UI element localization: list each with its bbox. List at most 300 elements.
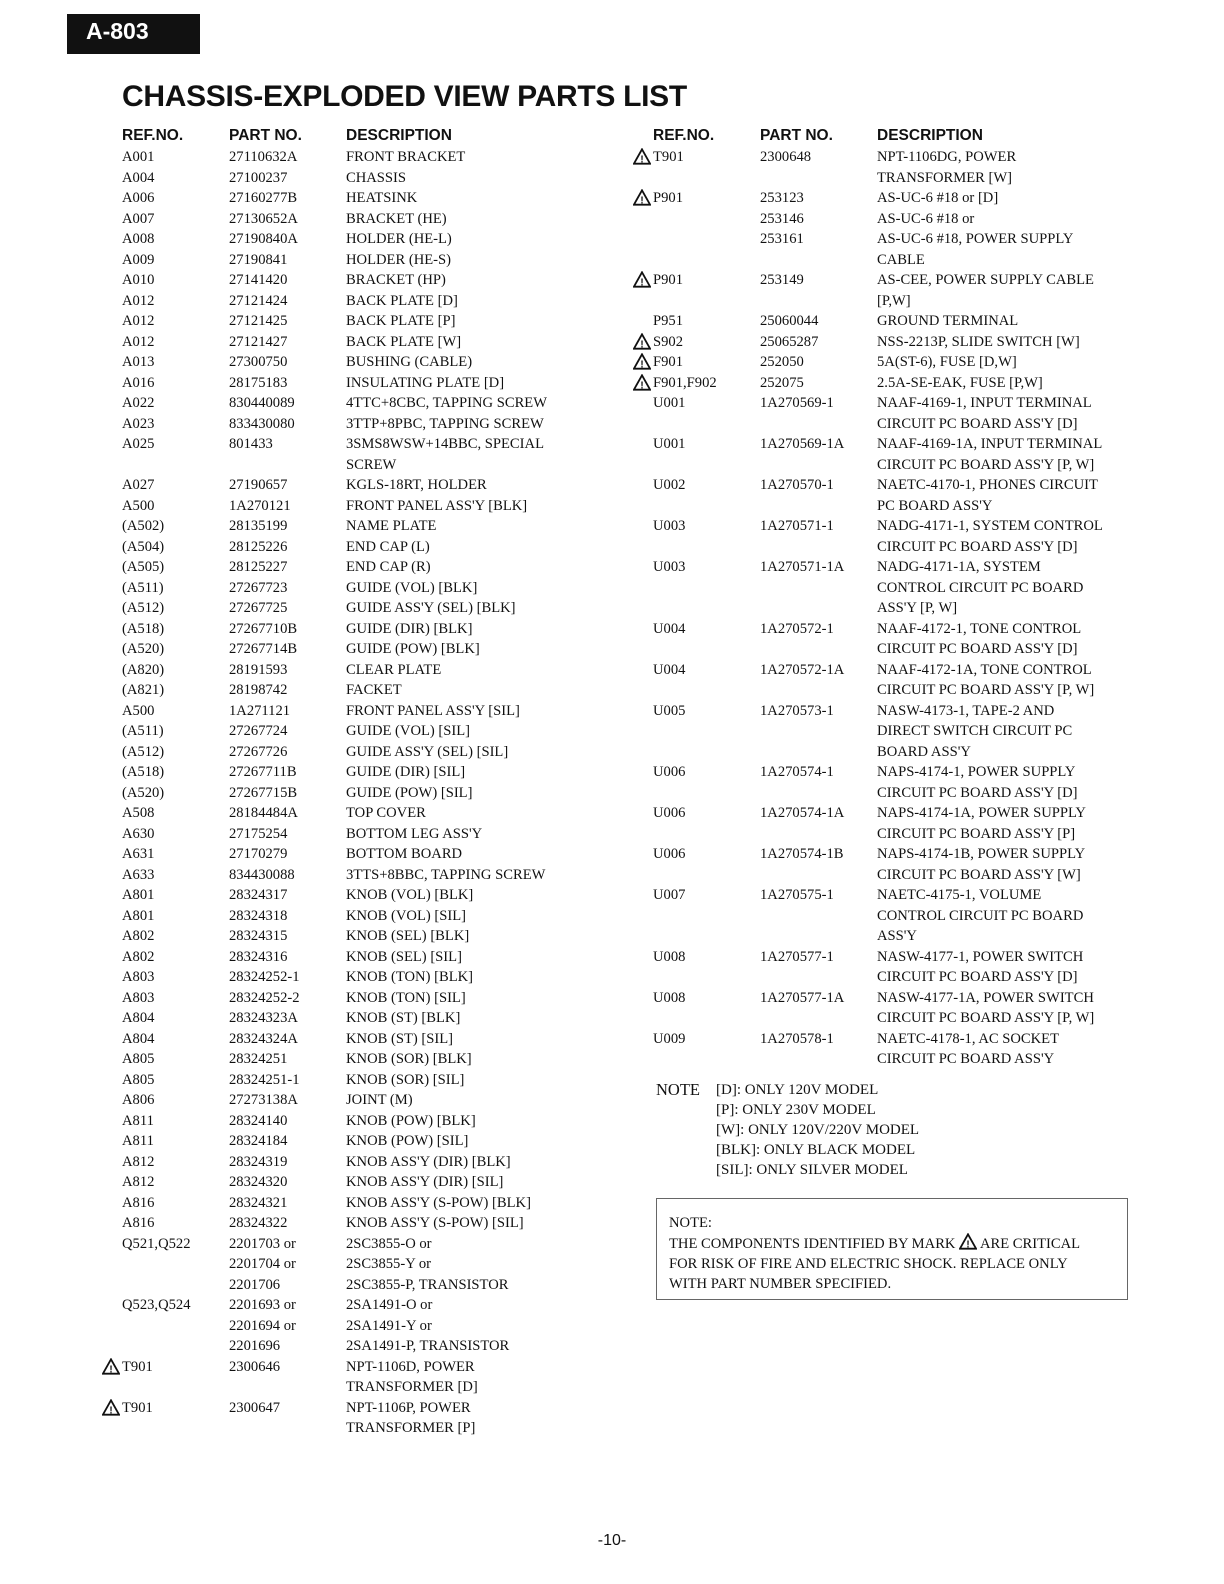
description bbox=[877, 311, 1113, 332]
ref-no: A001 bbox=[122, 149, 155, 165]
ref-no: A022 bbox=[122, 395, 155, 411]
part-no: 27300750 bbox=[229, 354, 288, 370]
part-no: 28324323A bbox=[229, 1010, 298, 1026]
table-row bbox=[122, 496, 582, 517]
description-line: HOLDER (HE-S) bbox=[346, 251, 451, 268]
ref-no: Q521,Q522 bbox=[122, 1235, 191, 1252]
ref-no: ! P901 bbox=[653, 270, 760, 311]
table-row bbox=[640, 332, 1113, 353]
table-row bbox=[122, 270, 582, 291]
description bbox=[877, 188, 1113, 209]
part-no: 27170279 bbox=[229, 846, 288, 862]
description bbox=[346, 557, 582, 578]
description-line: ASS'Y bbox=[877, 928, 917, 944]
description-line: [P,W] bbox=[877, 292, 911, 309]
description bbox=[346, 516, 582, 537]
description bbox=[346, 1336, 582, 1357]
part-no: 252050 bbox=[760, 354, 804, 370]
description-line: NAAF-4169-1A, INPUT TERMINAL bbox=[877, 436, 1103, 452]
description-line: CONTROL CIRCUIT PC BOARD bbox=[877, 579, 1084, 596]
table-row bbox=[109, 1398, 582, 1439]
svg-text:!: ! bbox=[640, 277, 644, 288]
description bbox=[877, 393, 1113, 434]
description-line: TOP COVER bbox=[346, 805, 426, 821]
description bbox=[346, 660, 582, 681]
table-row bbox=[122, 639, 582, 660]
part-no: 28324252-2 bbox=[229, 989, 300, 1006]
table-row bbox=[653, 209, 1113, 230]
table-row bbox=[122, 537, 582, 558]
description-line: BACK PLATE [W] bbox=[346, 333, 462, 350]
description-line: 2.5A-SE-EAK, FUSE [P,W] bbox=[877, 374, 1043, 391]
description-line: CIRCUIT PC BOARD ASS'Y [P, W] bbox=[877, 1010, 1095, 1026]
ref-no: A023 bbox=[122, 415, 155, 432]
description bbox=[346, 393, 582, 414]
part-no: 1A270571-1 bbox=[760, 518, 834, 534]
part-no: 1A270569-1 bbox=[760, 395, 834, 411]
table-row bbox=[653, 311, 1113, 332]
description bbox=[346, 1172, 582, 1193]
description-line: 2SA1491-P, TRANSISTOR bbox=[346, 1338, 510, 1354]
description-line: KNOB ASS'Y (S-POW) [BLK] bbox=[346, 1194, 531, 1211]
description-line: BOTTOM BOARD bbox=[346, 846, 463, 862]
description bbox=[346, 1316, 582, 1337]
ref-no: Q523,Q524 bbox=[122, 1297, 191, 1313]
description-line: NAETC-4178-1, AC SOCKET bbox=[877, 1030, 1060, 1047]
description-line: FRONT BRACKET bbox=[346, 149, 466, 165]
part-no: 28324251-1 bbox=[229, 1071, 300, 1088]
ref-no: (A511) bbox=[122, 723, 164, 739]
description-line: PC BOARD ASS'Y bbox=[877, 497, 993, 514]
part-no: 1A271121 bbox=[229, 702, 291, 719]
ref-no bbox=[653, 209, 760, 230]
description bbox=[346, 250, 582, 271]
description bbox=[346, 967, 582, 988]
description bbox=[346, 578, 582, 599]
ref-no: (A520) bbox=[122, 641, 165, 657]
ref-no bbox=[122, 1254, 229, 1275]
table-row bbox=[122, 1172, 582, 1193]
description bbox=[346, 1193, 582, 1214]
ref-no: U008 bbox=[653, 989, 686, 1006]
ref-no: U004 bbox=[653, 661, 686, 678]
description-line: KNOB (SOR) [SIL] bbox=[346, 1071, 465, 1088]
part-no: 252075 bbox=[760, 374, 804, 391]
table-row bbox=[122, 1049, 582, 1070]
table-row bbox=[653, 434, 1113, 475]
ref-no: A805 bbox=[122, 1071, 155, 1088]
description bbox=[877, 475, 1113, 516]
table-row bbox=[653, 988, 1113, 1029]
description-line: NASW-4177-1, POWER SWITCH bbox=[877, 948, 1084, 965]
description bbox=[346, 332, 582, 353]
description-line: KNOB (SOR) [BLK] bbox=[346, 1051, 472, 1067]
warning-note-line1-end: ARE CRITICAL bbox=[979, 1236, 1081, 1252]
part-no: 1A270569-1A bbox=[760, 436, 845, 452]
description bbox=[346, 762, 582, 783]
warning-note-line3: WITH PART NUMBER SPECIFIED. bbox=[669, 1276, 892, 1292]
table-row bbox=[653, 947, 1113, 988]
description-line: BOTTOM LEG ASS'Y bbox=[346, 825, 483, 842]
part-no: 1A270574-1 bbox=[760, 764, 834, 780]
warning-triangle-icon bbox=[959, 1233, 977, 1250]
table-row bbox=[122, 844, 582, 865]
description-line: KNOB ASS'Y (DIR) [BLK] bbox=[346, 1153, 511, 1170]
part-no: 1A270577-1 bbox=[760, 948, 834, 965]
ref-no: A805 bbox=[122, 1051, 155, 1067]
part-no: 27267714B bbox=[229, 641, 298, 657]
table-row bbox=[653, 516, 1113, 557]
ref-no: A007 bbox=[122, 210, 155, 227]
part-no: 28324184 bbox=[229, 1133, 288, 1149]
part-no: 253161 bbox=[760, 231, 804, 247]
description-line: CIRCUIT PC BOARD ASS'Y bbox=[877, 1051, 1055, 1067]
description bbox=[877, 557, 1113, 619]
description bbox=[346, 147, 582, 168]
ref-no bbox=[122, 1275, 229, 1296]
description-line: KNOB (SEL) [SIL] bbox=[346, 948, 462, 965]
warning-triangle-icon bbox=[102, 1358, 120, 1375]
table-row bbox=[122, 988, 582, 1009]
page-number: -10- bbox=[597, 1532, 627, 1549]
part-no: 1A270577-1A bbox=[760, 989, 845, 1006]
description bbox=[877, 209, 1113, 230]
description-line: NADG-4171-1, SYSTEM CONTROL bbox=[877, 518, 1103, 534]
table-row bbox=[122, 619, 582, 640]
part-no: 27121424 bbox=[229, 292, 288, 309]
description-line: GUIDE (VOL) [BLK] bbox=[346, 579, 478, 596]
table-row bbox=[122, 168, 582, 189]
part-no: 27141420 bbox=[229, 272, 288, 288]
table-row bbox=[122, 660, 582, 681]
ref-no: ! T901 bbox=[122, 1357, 229, 1398]
table-row bbox=[653, 885, 1113, 947]
description-line: NASW-4173-1, TAPE-2 AND bbox=[877, 702, 1055, 719]
description bbox=[346, 926, 582, 947]
part-no: 28198742 bbox=[229, 682, 288, 698]
warning-triangle-icon bbox=[102, 1399, 120, 1416]
part-no: 1A270571-1A bbox=[760, 559, 845, 575]
table-row bbox=[122, 906, 582, 927]
ref-no: A804 bbox=[122, 1030, 155, 1047]
table-row bbox=[122, 680, 582, 701]
part-no: 27110632A bbox=[229, 149, 298, 165]
description-line: SCREW bbox=[346, 456, 397, 473]
right-header-ref: REF.NO. bbox=[653, 127, 715, 144]
ref-no: U001 bbox=[653, 436, 686, 452]
ref-no: A802 bbox=[122, 928, 155, 944]
ref-no: A803 bbox=[122, 969, 155, 985]
note-item: [BLK]: ONLY BLACK MODEL bbox=[716, 1142, 916, 1158]
part-no: 28324316 bbox=[229, 948, 288, 965]
part-no: 25065287 bbox=[760, 333, 819, 350]
ref-no: A806 bbox=[122, 1092, 155, 1108]
description-line: GUIDE (VOL) [SIL] bbox=[346, 723, 471, 739]
warning-note-line1 bbox=[669, 1233, 1115, 1254]
description bbox=[877, 803, 1113, 844]
description bbox=[877, 270, 1113, 311]
description-line: FACKET bbox=[346, 682, 402, 698]
part-no: 27267711B bbox=[229, 764, 297, 780]
description bbox=[346, 1049, 582, 1070]
ref-no: (A504) bbox=[122, 538, 165, 555]
ref-no: A006 bbox=[122, 190, 155, 206]
table-row bbox=[122, 373, 582, 394]
ref-no: A816 bbox=[122, 1215, 155, 1231]
note-item: [P]: ONLY 230V MODEL bbox=[716, 1102, 876, 1118]
table-row bbox=[653, 660, 1113, 701]
table-row bbox=[122, 1275, 582, 1296]
ref-no: ! T901 bbox=[122, 1398, 229, 1439]
table-row bbox=[653, 475, 1113, 516]
warning-note-label: NOTE: bbox=[669, 1215, 712, 1231]
table-row bbox=[122, 250, 582, 271]
ref-no: A012 bbox=[122, 313, 155, 329]
part-no: 253146 bbox=[760, 210, 804, 227]
table-row bbox=[640, 352, 1113, 373]
table-row bbox=[653, 229, 1113, 270]
part-no: 27190657 bbox=[229, 477, 288, 493]
table-row bbox=[122, 783, 582, 804]
description-line: KNOB ASS'Y (DIR) [SIL] bbox=[346, 1174, 504, 1190]
description bbox=[346, 721, 582, 742]
svg-text:!: ! bbox=[109, 1363, 113, 1375]
description-line: 2SA1491-Y or bbox=[346, 1317, 432, 1334]
description-line: CIRCUIT PC BOARD ASS'Y [D] bbox=[877, 784, 1078, 801]
table-row bbox=[122, 803, 582, 824]
part-no: 28125226 bbox=[229, 538, 288, 555]
ref-no: ! P901 bbox=[653, 188, 760, 209]
part-no: 830440089 bbox=[229, 395, 295, 411]
description-line: GUIDE (DIR) [SIL] bbox=[346, 764, 466, 780]
table-row bbox=[122, 824, 582, 845]
ref-no: (A505) bbox=[122, 559, 165, 575]
part-no: 2201694 or bbox=[229, 1317, 296, 1334]
table-row bbox=[109, 1357, 582, 1398]
table-row bbox=[122, 434, 582, 475]
description bbox=[346, 1131, 582, 1152]
description bbox=[346, 1254, 582, 1275]
description bbox=[346, 1111, 582, 1132]
description bbox=[346, 906, 582, 927]
ref-no: A801 bbox=[122, 887, 155, 903]
description bbox=[877, 762, 1113, 803]
right-header-part: PART NO. bbox=[760, 127, 833, 144]
description bbox=[346, 844, 582, 865]
description-line: NADG-4171-1A, SYSTEM bbox=[877, 559, 1041, 575]
description bbox=[346, 311, 582, 332]
description bbox=[346, 988, 582, 1009]
description-line: KNOB (SEL) [BLK] bbox=[346, 928, 470, 944]
part-no: 1A270572-1A bbox=[760, 661, 845, 678]
table-row bbox=[653, 393, 1113, 434]
ref-no: A500 bbox=[122, 702, 155, 719]
table-row bbox=[122, 147, 582, 168]
notes-label: NOTE bbox=[656, 1080, 700, 1099]
description-line: GROUND TERMINAL bbox=[877, 313, 1019, 329]
table-row bbox=[122, 291, 582, 312]
table-row bbox=[122, 209, 582, 230]
part-no: 27267715B bbox=[229, 784, 298, 801]
description-line: BRACKET (HP) bbox=[346, 272, 446, 288]
ref-no: A804 bbox=[122, 1010, 155, 1026]
description-line: KNOB ASS'Y (S-POW) [SIL] bbox=[346, 1215, 524, 1231]
description-line: HEATSINK bbox=[346, 190, 418, 206]
description bbox=[346, 537, 582, 558]
description bbox=[346, 680, 582, 701]
table-row bbox=[122, 393, 582, 414]
ref-no bbox=[653, 229, 760, 270]
description-line: AS-UC-6 #18 or bbox=[877, 210, 975, 227]
table-row bbox=[122, 1131, 582, 1152]
description-line: GUIDE ASS'Y (SEL) [SIL] bbox=[346, 743, 509, 760]
table-row bbox=[122, 721, 582, 742]
notes-list bbox=[716, 1080, 919, 1180]
description-line: CIRCUIT PC BOARD ASS'Y [D] bbox=[877, 538, 1078, 555]
description bbox=[346, 1070, 582, 1091]
table-row bbox=[122, 311, 582, 332]
table-row bbox=[122, 926, 582, 947]
description-line: 3SMS8WSW+14BBC, SPECIAL bbox=[346, 436, 544, 452]
part-no: 1A270574-1B bbox=[760, 846, 844, 862]
description-line: NAAF-4172-1, TONE CONTROL bbox=[877, 620, 1082, 637]
right-parts-table bbox=[640, 147, 1113, 1070]
part-no: 2201704 or bbox=[229, 1256, 296, 1272]
description-line: INSULATING PLATE [D] bbox=[346, 374, 505, 391]
description-line: KNOB (TON) [BLK] bbox=[346, 969, 474, 985]
ref-no: (A512) bbox=[122, 600, 165, 616]
description-line: TRANSFORMER [W] bbox=[877, 169, 1012, 186]
part-no: 28324251 bbox=[229, 1051, 288, 1067]
part-no: 27121427 bbox=[229, 333, 288, 350]
ref-no: (A512) bbox=[122, 743, 165, 760]
table-row bbox=[122, 229, 582, 250]
svg-text:!: ! bbox=[640, 359, 644, 370]
description-line: NAPS-4174-1, POWER SUPPLY bbox=[877, 764, 1076, 780]
part-no: 28324315 bbox=[229, 928, 288, 944]
description bbox=[877, 332, 1113, 353]
part-no: 2201703 or bbox=[229, 1235, 296, 1252]
description bbox=[346, 475, 582, 496]
part-no: 25060044 bbox=[760, 313, 819, 329]
table-row bbox=[122, 414, 582, 435]
ref-no: P951 bbox=[653, 313, 684, 329]
table-row bbox=[653, 762, 1113, 803]
ref-no bbox=[122, 1316, 229, 1337]
table-row bbox=[122, 1029, 582, 1050]
table-row bbox=[653, 844, 1113, 885]
description-line: GUIDE (POW) [SIL] bbox=[346, 784, 473, 801]
table-row bbox=[640, 147, 1113, 188]
description bbox=[346, 209, 582, 230]
ref-no: A010 bbox=[122, 272, 155, 288]
ref-no: U005 bbox=[653, 702, 686, 719]
ref-no: A811 bbox=[122, 1112, 154, 1129]
part-no: 28324317 bbox=[229, 887, 288, 903]
part-no: 1A270572-1 bbox=[760, 620, 834, 637]
description-line: BOARD ASS'Y bbox=[877, 743, 971, 760]
description-line: TRANSFORMER [D] bbox=[346, 1379, 478, 1395]
ref-no: A500 bbox=[122, 497, 155, 514]
part-no: 28125227 bbox=[229, 559, 288, 575]
table-row bbox=[122, 1008, 582, 1029]
description-line: NAAF-4172-1A, TONE CONTROL bbox=[877, 661, 1092, 678]
description bbox=[346, 619, 582, 640]
part-no: 28324322 bbox=[229, 1215, 288, 1231]
table-row bbox=[122, 742, 582, 763]
ref-no: A631 bbox=[122, 846, 155, 862]
table-row bbox=[122, 701, 582, 722]
part-no: 27175254 bbox=[229, 825, 288, 842]
description-line: NAPS-4174-1A, POWER SUPPLY bbox=[877, 805, 1086, 821]
part-no: 28324140 bbox=[229, 1112, 288, 1129]
ref-no: U007 bbox=[653, 887, 686, 903]
description-line: NPT-1106P, POWER bbox=[346, 1399, 471, 1416]
table-row bbox=[122, 1213, 582, 1234]
part-no: 2201696 bbox=[229, 1338, 281, 1354]
table-row bbox=[122, 1295, 582, 1316]
ref-no bbox=[122, 1336, 229, 1357]
description-line: JOINT (M) bbox=[346, 1092, 413, 1108]
ref-no: A801 bbox=[122, 907, 155, 924]
description-line: NAAF-4169-1, INPUT TERMINAL bbox=[877, 395, 1092, 411]
description bbox=[877, 947, 1113, 988]
ref-no: A802 bbox=[122, 948, 155, 965]
table-row bbox=[122, 188, 582, 209]
description bbox=[346, 1213, 582, 1234]
description-line: 3TTP+8PBC, TAPPING SCREW bbox=[346, 415, 544, 432]
description-line: CIRCUIT PC BOARD ASS'Y [D] bbox=[877, 415, 1078, 432]
part-no: 833430080 bbox=[229, 415, 295, 432]
description bbox=[346, 188, 582, 209]
description-line: GUIDE ASS'Y (SEL) [BLK] bbox=[346, 600, 516, 616]
part-no: 28324320 bbox=[229, 1174, 288, 1190]
ref-no: A811 bbox=[122, 1133, 154, 1149]
warning-triangle-icon bbox=[633, 333, 651, 350]
ref-no: U008 bbox=[653, 948, 686, 965]
table-row bbox=[122, 885, 582, 906]
description-line: CIRCUIT PC BOARD ASS'Y [P, W] bbox=[877, 682, 1095, 698]
table-row bbox=[653, 1029, 1113, 1070]
description bbox=[346, 1295, 582, 1316]
svg-text:!: ! bbox=[640, 195, 644, 206]
warning-triangle-icon bbox=[633, 189, 651, 206]
description-line: 2SC3855-P, TRANSISTOR bbox=[346, 1276, 509, 1293]
part-no: 27160277B bbox=[229, 190, 298, 206]
part-no: 27267724 bbox=[229, 723, 288, 739]
ref-no: A630 bbox=[122, 825, 155, 842]
table-row bbox=[122, 967, 582, 988]
description bbox=[346, 414, 582, 435]
description-line: NAETC-4170-1, PHONES CIRCUIT bbox=[877, 477, 1098, 493]
part-no: 28324321 bbox=[229, 1194, 288, 1211]
description-line: NAPS-4174-1B, POWER SUPPLY bbox=[877, 846, 1086, 862]
warning-note-line1-start: THE COMPONENTS IDENTIFIED BY MARK bbox=[669, 1236, 956, 1252]
ref-no: A004 bbox=[122, 169, 155, 186]
description bbox=[346, 291, 582, 312]
table-row bbox=[653, 701, 1113, 763]
svg-text:!: ! bbox=[640, 379, 644, 391]
part-no: 27267723 bbox=[229, 579, 288, 596]
warning-triangle-icon bbox=[633, 271, 651, 288]
description bbox=[346, 434, 582, 475]
description-line: FRONT PANEL ASS'Y [BLK] bbox=[346, 497, 528, 514]
description bbox=[346, 1029, 582, 1050]
description bbox=[346, 496, 582, 517]
description bbox=[877, 988, 1113, 1029]
description-line: 2SC3855-Y or bbox=[346, 1256, 431, 1272]
description-line: KNOB (ST) [BLK] bbox=[346, 1010, 461, 1026]
